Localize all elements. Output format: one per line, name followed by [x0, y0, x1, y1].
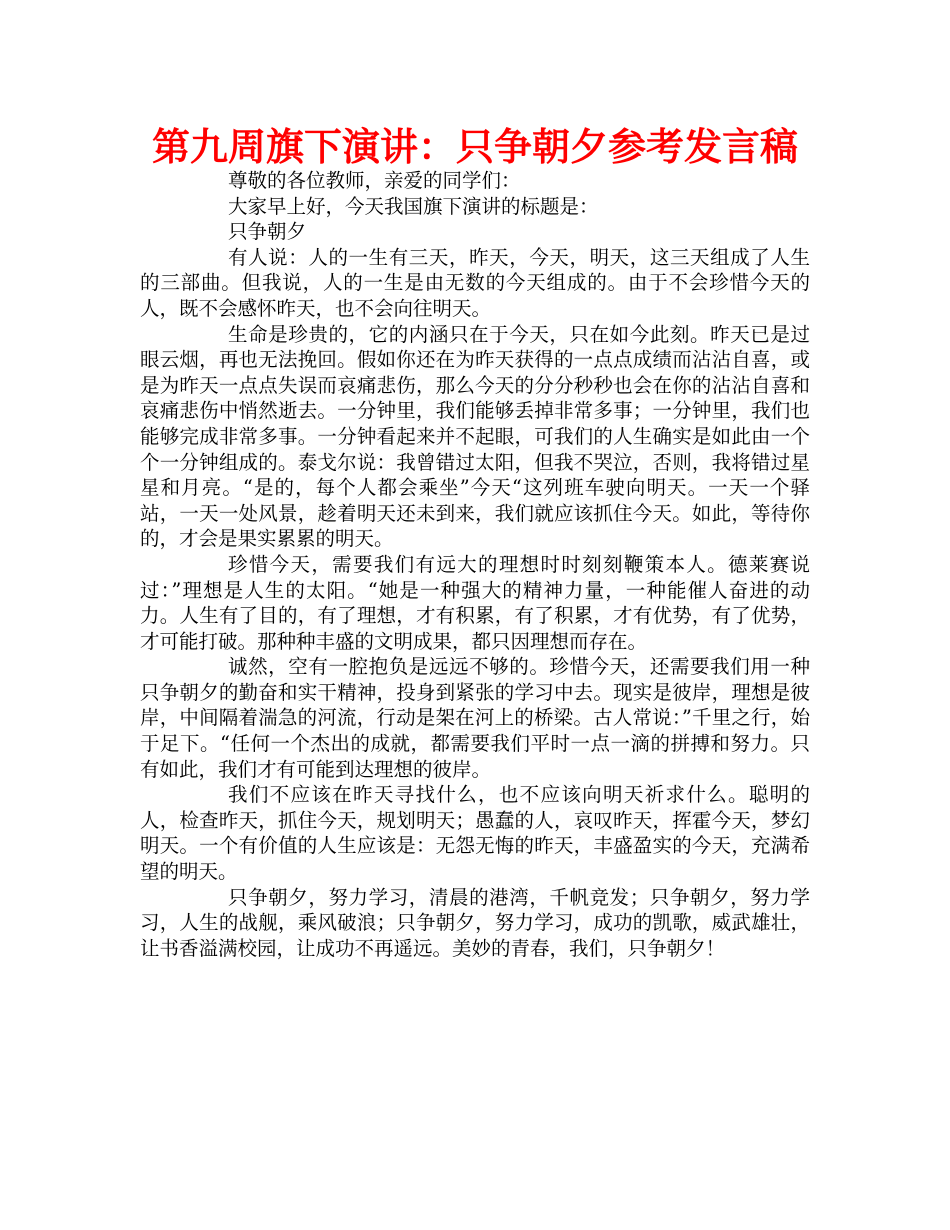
paragraph: 珍惜今天，需要我们有远大的理想时时刻刻鞭策本人。德莱赛说过：”理想是人生的太阳。“她是一种强大的精神力量，一种能催人奋进的动力。人生有了目的，有了理想，才有积累，有了积累，才有优势，有了优势，才可能打破。那种种丰盛的文明成果，都只因理想而存在。 — [140, 552, 810, 653]
paragraph: 有人说：人的一生有三天，昨天，今天，明天，这三天组成了人生的三部曲。但我说，人的一生是由无数的今天组成的。由于不会珍惜今天的人，既不会感怀昨天，也不会向往明天。 — [140, 245, 810, 320]
document-body — [140, 168, 810, 961]
paragraph: 生命是珍贵的，它的内涵只在于今天，只在如今此刻。昨天已是过眼云烟，再也无法挽回。假如你还在为昨天获得的一点点成绩而沾沾自喜，或是为昨天一点点失误而哀痛悲伤，那么今天的分分秒秒也会在你的沾沾自喜和哀痛悲伤中悄然逝去。一分钟里，我们能够丢掉非常多事；一分钟里，我们也能够完成非常多事。一分钟看起来并不起眼，可我们的人生确实是如此由一个个一分钟组成的。泰戈尔说：我曾错过太阳，但我不哭泣，否则，我将错过星星和月亮。“是的，每个人都会乘坐”今天“这列班车驶向明天。一天一个驿站，一天一处风景，趁着明天还未到来，我们就应该抓住今天。如此，等待你的，才会是果实累累的明天。 — [140, 322, 810, 551]
salutation: 尊敬的各位教师，亲爱的同学们： — [228, 169, 521, 192]
speech-topic: 只争朝夕 — [228, 220, 307, 244]
paragraph: 我们不应该在昨天寻找什么，也不应该向明天祈求什么。聪明的人，检查昨天，抓住今天，规划明天；愚蠢的人，哀叹昨天，挥霍今天，梦幻明天。一个有价值的人生应该是：无怨无悔的昨天，丰盛盈实的今天，充满希望的明天。 — [140, 783, 810, 884]
paragraph: 诚然，空有一腔抱负是远远不够的。珍惜今天，还需要我们用一种只争朝夕的勤奋和实干精神，投身到紧张的学习中去。现实是彼岸，理想是彼岸，中间隔着湍急的河流，行动是架在河上的桥梁。古人常说：”千里之行，始于足下。“任何一个杰出的成就，都需要我们平时一点一滴的拼搏和努力。只有如此，我们才有可能到达理想的彼岸。 — [140, 655, 810, 781]
document-title: 第九周旗下演讲：只争朝夕参考发言稿 — [151, 125, 798, 169]
closing-paragraph: 只争朝夕，努力学习，清晨的港湾，千帆竞发；只争朝夕，努力学习，人生的战舰，乘风破浪；只争朝夕，努力学习，成功的凯歌，威武雄壮，让书香溢满校园，让成功不再遥远。美妙的青春，我们，只争朝夕！ — [140, 885, 810, 960]
greeting: 大家早上好，今天我国旗下演讲的标题是： — [228, 194, 599, 218]
